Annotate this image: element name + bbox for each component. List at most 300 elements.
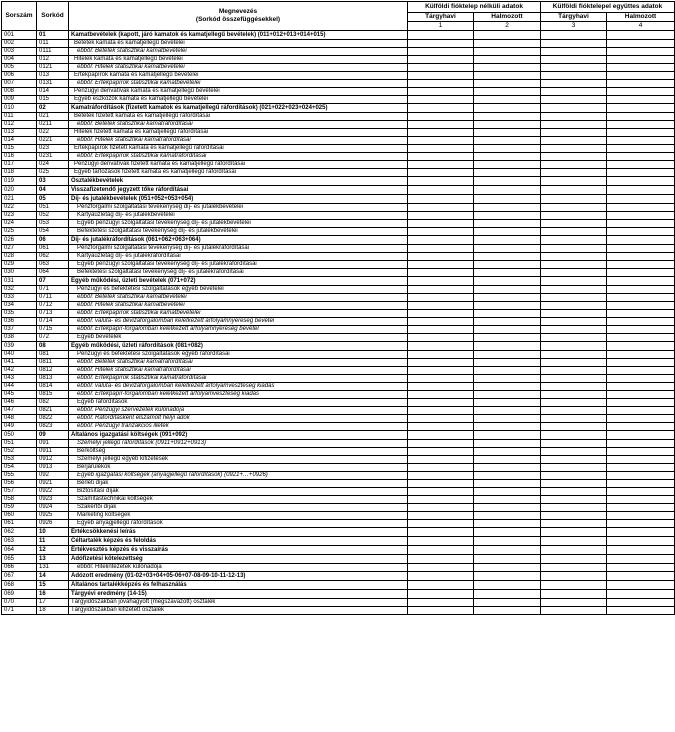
value-cell-targyhavi-1[interactable]: [408, 456, 474, 464]
value-cell-halmozott-4[interactable]: [607, 480, 675, 488]
value-cell-targyhavi-1[interactable]: [408, 318, 474, 326]
value-cell-halmozott-4[interactable]: [607, 383, 675, 391]
value-cell-targyhavi-1[interactable]: [408, 96, 474, 104]
value-cell-targyhavi-1[interactable]: [408, 590, 474, 599]
value-cell-targyhavi-1[interactable]: [408, 342, 474, 351]
value-cell-targyhavi-1[interactable]: [408, 220, 474, 228]
value-cell-targyhavi-1[interactable]: [408, 448, 474, 456]
value-cell-targyhavi-1[interactable]: [408, 599, 474, 607]
value-cell-halmozott-2[interactable]: [474, 294, 541, 302]
value-cell-targyhavi-1[interactable]: [408, 161, 474, 169]
value-cell-targyhavi-3[interactable]: [541, 220, 607, 228]
value-cell-halmozott-2[interactable]: [474, 334, 541, 342]
value-cell-halmozott-4[interactable]: [607, 186, 675, 195]
value-cell-halmozott-2[interactable]: [474, 423, 541, 431]
value-cell-targyhavi-1[interactable]: [408, 80, 474, 88]
value-cell-targyhavi-1[interactable]: [408, 104, 474, 113]
value-cell-halmozott-4[interactable]: [607, 334, 675, 342]
value-cell-targyhavi-1[interactable]: [408, 464, 474, 472]
value-cell-targyhavi-1[interactable]: [408, 113, 474, 121]
value-cell-halmozott-4[interactable]: [607, 407, 675, 415]
value-cell-targyhavi-3[interactable]: [541, 161, 607, 169]
value-cell-targyhavi-3[interactable]: [541, 334, 607, 342]
value-cell-halmozott-4[interactable]: [607, 537, 675, 546]
value-cell-targyhavi-1[interactable]: [408, 236, 474, 245]
value-cell-targyhavi-1[interactable]: [408, 423, 474, 431]
value-cell-targyhavi-3[interactable]: [541, 512, 607, 520]
value-cell-targyhavi-1[interactable]: [408, 169, 474, 177]
row-sorkod: 0211: [37, 121, 69, 129]
value-cell-targyhavi-1[interactable]: [408, 48, 474, 56]
value-cell-halmozott-4[interactable]: [607, 310, 675, 318]
value-cell-targyhavi-1[interactable]: [408, 195, 474, 204]
value-cell-halmozott-2[interactable]: [474, 480, 541, 488]
value-cell-targyhavi-3[interactable]: [541, 546, 607, 555]
value-cell-targyhavi-3[interactable]: [541, 440, 607, 448]
value-cell-targyhavi-3[interactable]: [541, 448, 607, 456]
value-cell-halmozott-4[interactable]: [607, 294, 675, 302]
value-cell-targyhavi-3[interactable]: [541, 480, 607, 488]
value-cell-targyhavi-3[interactable]: [541, 367, 607, 375]
value-cell-targyhavi-3[interactable]: [541, 431, 607, 440]
value-cell-halmozott-4[interactable]: [607, 318, 675, 326]
value-cell-targyhavi-3[interactable]: [541, 169, 607, 177]
value-cell-halmozott-4[interactable]: [607, 145, 675, 153]
value-cell-halmozott-4[interactable]: [607, 464, 675, 472]
value-cell-halmozott-4[interactable]: [607, 590, 675, 599]
value-cell-targyhavi-3[interactable]: [541, 72, 607, 80]
value-cell-targyhavi-3[interactable]: [541, 520, 607, 528]
value-cell-halmozott-2[interactable]: [474, 456, 541, 464]
value-cell-targyhavi-3[interactable]: [541, 504, 607, 512]
value-cell-halmozott-4[interactable]: [607, 399, 675, 407]
value-cell-targyhavi-3[interactable]: [541, 31, 607, 40]
value-cell-targyhavi-3[interactable]: [541, 277, 607, 286]
value-cell-halmozott-2[interactable]: [474, 607, 541, 615]
value-cell-targyhavi-1[interactable]: [408, 40, 474, 48]
value-cell-targyhavi-3[interactable]: [541, 318, 607, 326]
value-cell-targyhavi-1[interactable]: [408, 607, 474, 615]
value-cell-halmozott-2[interactable]: [474, 448, 541, 456]
value-cell-targyhavi-1[interactable]: [408, 228, 474, 236]
value-cell-targyhavi-3[interactable]: [541, 145, 607, 153]
value-cell-halmozott-2[interactable]: [474, 520, 541, 528]
value-cell-halmozott-2[interactable]: [474, 546, 541, 555]
value-cell-targyhavi-3[interactable]: [541, 383, 607, 391]
value-cell-halmozott-4[interactable]: [607, 572, 675, 581]
value-cell-halmozott-2[interactable]: [474, 56, 541, 64]
value-cell-targyhavi-3[interactable]: [541, 472, 607, 480]
table-row: [2, 161, 675, 169]
value-cell-targyhavi-3[interactable]: [541, 590, 607, 599]
value-cell-targyhavi-1[interactable]: [408, 253, 474, 261]
value-cell-targyhavi-3[interactable]: [541, 326, 607, 334]
value-cell-halmozott-4[interactable]: [607, 153, 675, 161]
value-cell-halmozott-4[interactable]: [607, 104, 675, 113]
value-cell-halmozott-4[interactable]: [607, 113, 675, 121]
value-cell-targyhavi-3[interactable]: [541, 80, 607, 88]
value-cell-targyhavi-3[interactable]: [541, 607, 607, 615]
value-cell-targyhavi-3[interactable]: [541, 245, 607, 253]
value-cell-halmozott-2[interactable]: [474, 512, 541, 520]
value-cell-halmozott-4[interactable]: [607, 286, 675, 294]
value-cell-halmozott-2[interactable]: [474, 64, 541, 72]
value-cell-halmozott-4[interactable]: [607, 204, 675, 212]
value-cell-targyhavi-3[interactable]: [541, 572, 607, 581]
value-cell-halmozott-2[interactable]: [474, 137, 541, 145]
value-cell-targyhavi-3[interactable]: [541, 564, 607, 572]
value-cell-halmozott-4[interactable]: [607, 520, 675, 528]
value-cell-targyhavi-1[interactable]: [408, 504, 474, 512]
value-cell-halmozott-4[interactable]: [607, 245, 675, 253]
value-cell-targyhavi-1[interactable]: [408, 367, 474, 375]
value-cell-halmozott-2[interactable]: [474, 40, 541, 48]
value-cell-halmozott-4[interactable]: [607, 195, 675, 204]
value-cell-halmozott-4[interactable]: [607, 269, 675, 277]
row-sorkod: 16: [37, 590, 69, 599]
value-cell-targyhavi-3[interactable]: [541, 40, 607, 48]
value-cell-halmozott-2[interactable]: [474, 342, 541, 351]
value-cell-halmozott-2[interactable]: [474, 302, 541, 310]
value-cell-halmozott-2[interactable]: [474, 228, 541, 236]
value-cell-halmozott-4[interactable]: [607, 137, 675, 145]
value-cell-targyhavi-1[interactable]: [408, 472, 474, 480]
value-cell-targyhavi-1[interactable]: [408, 212, 474, 220]
value-cell-halmozott-4[interactable]: [607, 220, 675, 228]
value-cell-halmozott-4[interactable]: [607, 261, 675, 269]
value-cell-halmozott-2[interactable]: [474, 245, 541, 253]
value-cell-halmozott-4[interactable]: [607, 359, 675, 367]
value-cell-halmozott-2[interactable]: [474, 440, 541, 448]
value-cell-targyhavi-3[interactable]: [541, 286, 607, 294]
value-cell-halmozott-2[interactable]: [474, 391, 541, 399]
value-cell-halmozott-2[interactable]: [474, 326, 541, 334]
value-cell-targyhavi-3[interactable]: [541, 236, 607, 245]
value-cell-halmozott-4[interactable]: [607, 496, 675, 504]
value-cell-halmozott-2[interactable]: [474, 96, 541, 104]
value-cell-targyhavi-1[interactable]: [408, 546, 474, 555]
value-cell-halmozott-4[interactable]: [607, 121, 675, 129]
value-cell-halmozott-2[interactable]: [474, 31, 541, 40]
value-cell-halmozott-2[interactable]: [474, 528, 541, 537]
value-cell-halmozott-2[interactable]: [474, 590, 541, 599]
value-cell-targyhavi-1[interactable]: [408, 480, 474, 488]
value-cell-halmozott-2[interactable]: [474, 383, 541, 391]
value-cell-targyhavi-1[interactable]: [408, 88, 474, 96]
value-cell-targyhavi-3[interactable]: [541, 496, 607, 504]
value-cell-targyhavi-1[interactable]: [408, 512, 474, 520]
value-cell-halmozott-4[interactable]: [607, 342, 675, 351]
value-cell-halmozott-2[interactable]: [474, 399, 541, 407]
value-cell-targyhavi-3[interactable]: [541, 423, 607, 431]
value-cell-targyhavi-1[interactable]: [408, 129, 474, 137]
value-cell-halmozott-4[interactable]: [607, 440, 675, 448]
row-megnevezes: ebből: Hitelek statisztikai kamatbevételei: [69, 64, 408, 72]
value-cell-halmozott-2[interactable]: [474, 177, 541, 186]
value-cell-targyhavi-1[interactable]: [408, 488, 474, 496]
value-cell-halmozott-4[interactable]: [607, 161, 675, 169]
value-cell-targyhavi-1[interactable]: [408, 564, 474, 572]
value-cell-targyhavi-3[interactable]: [541, 351, 607, 359]
value-cell-targyhavi-1[interactable]: [408, 137, 474, 145]
value-cell-halmozott-4[interactable]: [607, 31, 675, 40]
value-cell-targyhavi-3[interactable]: [541, 48, 607, 56]
value-cell-halmozott-2[interactable]: [474, 367, 541, 375]
value-cell-targyhavi-3[interactable]: [541, 407, 607, 415]
value-cell-targyhavi-3[interactable]: [541, 294, 607, 302]
value-cell-targyhavi-3[interactable]: [541, 64, 607, 72]
value-cell-halmozott-4[interactable]: [607, 423, 675, 431]
value-cell-targyhavi-1[interactable]: [408, 294, 474, 302]
value-cell-targyhavi-1[interactable]: [408, 153, 474, 161]
value-cell-halmozott-4[interactable]: [607, 504, 675, 512]
value-cell-targyhavi-1[interactable]: [408, 520, 474, 528]
row-megnevezes: Biztosítási díjak: [69, 488, 408, 496]
value-cell-halmozott-2[interactable]: [474, 415, 541, 423]
value-cell-targyhavi-3[interactable]: [541, 212, 607, 220]
value-cell-halmozott-2[interactable]: [474, 204, 541, 212]
value-cell-halmozott-2[interactable]: [474, 431, 541, 440]
value-cell-targyhavi-1[interactable]: [408, 31, 474, 40]
value-cell-halmozott-2[interactable]: [474, 496, 541, 504]
value-cell-targyhavi-3[interactable]: [541, 153, 607, 161]
value-cell-halmozott-4[interactable]: [607, 169, 675, 177]
value-cell-targyhavi-1[interactable]: [408, 245, 474, 253]
value-cell-halmozott-4[interactable]: [607, 236, 675, 245]
value-cell-halmozott-2[interactable]: [474, 212, 541, 220]
value-cell-halmozott-2[interactable]: [474, 318, 541, 326]
value-cell-targyhavi-3[interactable]: [541, 104, 607, 113]
value-cell-halmozott-2[interactable]: [474, 195, 541, 204]
value-cell-halmozott-4[interactable]: [607, 177, 675, 186]
value-cell-targyhavi-3[interactable]: [541, 228, 607, 236]
value-cell-targyhavi-3[interactable]: [541, 186, 607, 195]
value-cell-targyhavi-3[interactable]: [541, 456, 607, 464]
value-cell-halmozott-2[interactable]: [474, 113, 541, 121]
value-cell-halmozott-4[interactable]: [607, 277, 675, 286]
value-cell-targyhavi-3[interactable]: [541, 269, 607, 277]
value-cell-targyhavi-3[interactable]: [541, 528, 607, 537]
value-cell-targyhavi-3[interactable]: [541, 537, 607, 546]
row-sorkod: 052: [37, 212, 69, 220]
value-cell-halmozott-2[interactable]: [474, 555, 541, 564]
value-cell-halmozott-4[interactable]: [607, 56, 675, 64]
value-cell-targyhavi-1[interactable]: [408, 277, 474, 286]
value-cell-halmozott-4[interactable]: [607, 528, 675, 537]
value-cell-targyhavi-3[interactable]: [541, 342, 607, 351]
value-cell-halmozott-4[interactable]: [607, 375, 675, 383]
value-cell-halmozott-4[interactable]: [607, 488, 675, 496]
row-megnevezes: ebből: Értékpapírok statisztikai kamatráfordításai: [69, 153, 408, 161]
value-cell-halmozott-2[interactable]: [474, 186, 541, 195]
value-cell-targyhavi-1[interactable]: [408, 326, 474, 334]
value-cell-targyhavi-1[interactable]: [408, 375, 474, 383]
value-cell-halmozott-2[interactable]: [474, 572, 541, 581]
value-cell-halmozott-2[interactable]: [474, 537, 541, 546]
value-cell-targyhavi-1[interactable]: [408, 572, 474, 581]
value-cell-targyhavi-3[interactable]: [541, 302, 607, 310]
value-cell-targyhavi-3[interactable]: [541, 391, 607, 399]
value-cell-targyhavi-3[interactable]: [541, 177, 607, 186]
value-cell-halmozott-4[interactable]: [607, 48, 675, 56]
value-cell-halmozott-4[interactable]: [607, 96, 675, 104]
value-cell-targyhavi-1[interactable]: [408, 186, 474, 195]
value-cell-targyhavi-1[interactable]: [408, 383, 474, 391]
value-cell-halmozott-2[interactable]: [474, 104, 541, 113]
value-cell-halmozott-2[interactable]: [474, 504, 541, 512]
value-cell-targyhavi-1[interactable]: [408, 555, 474, 564]
value-cell-targyhavi-1[interactable]: [408, 302, 474, 310]
col-header-targyhavi-1: Tárgyhavi: [408, 13, 474, 22]
value-cell-targyhavi-1[interactable]: [408, 528, 474, 537]
value-cell-targyhavi-1[interactable]: [408, 351, 474, 359]
value-cell-targyhavi-3[interactable]: [541, 310, 607, 318]
value-cell-halmozott-4[interactable]: [607, 129, 675, 137]
value-cell-targyhavi-1[interactable]: [408, 286, 474, 294]
value-cell-halmozott-2[interactable]: [474, 599, 541, 607]
value-cell-halmozott-2[interactable]: [474, 407, 541, 415]
value-cell-targyhavi-3[interactable]: [541, 56, 607, 64]
value-cell-targyhavi-3[interactable]: [541, 121, 607, 129]
value-cell-halmozott-2[interactable]: [474, 220, 541, 228]
value-cell-targyhavi-3[interactable]: [541, 195, 607, 204]
value-cell-targyhavi-1[interactable]: [408, 121, 474, 129]
value-cell-targyhavi-1[interactable]: [408, 204, 474, 212]
value-cell-targyhavi-1[interactable]: [408, 391, 474, 399]
value-cell-targyhavi-3[interactable]: [541, 261, 607, 269]
table-row: [2, 294, 675, 302]
row-sorszam: 023: [2, 212, 37, 220]
value-cell-halmozott-2[interactable]: [474, 129, 541, 137]
value-cell-halmozott-4[interactable]: [607, 456, 675, 464]
value-cell-halmozott-4[interactable]: [607, 581, 675, 590]
row-sorszam: 021: [2, 195, 37, 204]
value-cell-halmozott-2[interactable]: [474, 145, 541, 153]
value-cell-halmozott-4[interactable]: [607, 431, 675, 440]
value-cell-halmozott-4[interactable]: [607, 212, 675, 220]
value-cell-halmozott-4[interactable]: [607, 607, 675, 615]
value-cell-targyhavi-3[interactable]: [541, 204, 607, 212]
value-cell-targyhavi-3[interactable]: [541, 375, 607, 383]
value-cell-targyhavi-1[interactable]: [408, 581, 474, 590]
value-cell-halmozott-4[interactable]: [607, 599, 675, 607]
value-cell-halmozott-2[interactable]: [474, 277, 541, 286]
value-cell-halmozott-4[interactable]: [607, 40, 675, 48]
value-cell-halmozott-2[interactable]: [474, 488, 541, 496]
value-cell-halmozott-4[interactable]: [607, 88, 675, 96]
value-cell-targyhavi-3[interactable]: [541, 488, 607, 496]
value-cell-targyhavi-1[interactable]: [408, 334, 474, 342]
value-cell-halmozott-4[interactable]: [607, 72, 675, 80]
value-cell-targyhavi-1[interactable]: [408, 359, 474, 367]
value-cell-halmozott-4[interactable]: [607, 555, 675, 564]
value-cell-halmozott-4[interactable]: [607, 326, 675, 334]
value-cell-targyhavi-1[interactable]: [408, 415, 474, 423]
value-cell-halmozott-4[interactable]: [607, 302, 675, 310]
value-cell-halmozott-4[interactable]: [607, 546, 675, 555]
value-cell-targyhavi-3[interactable]: [541, 599, 607, 607]
value-cell-halmozott-4[interactable]: [607, 80, 675, 88]
value-cell-targyhavi-1[interactable]: [408, 431, 474, 440]
value-cell-halmozott-2[interactable]: [474, 351, 541, 359]
value-cell-targyhavi-3[interactable]: [541, 555, 607, 564]
value-cell-halmozott-4[interactable]: [607, 391, 675, 399]
value-cell-targyhavi-1[interactable]: [408, 56, 474, 64]
value-cell-halmozott-2[interactable]: [474, 464, 541, 472]
value-cell-targyhavi-1[interactable]: [408, 177, 474, 186]
value-cell-halmozott-2[interactable]: [474, 269, 541, 277]
value-cell-halmozott-4[interactable]: [607, 367, 675, 375]
value-cell-halmozott-2[interactable]: [474, 310, 541, 318]
value-cell-targyhavi-1[interactable]: [408, 440, 474, 448]
col-header-halmozott-2: Halmozott: [474, 13, 541, 22]
value-cell-halmozott-2[interactable]: [474, 472, 541, 480]
value-cell-targyhavi-1[interactable]: [408, 72, 474, 80]
value-cell-targyhavi-3[interactable]: [541, 253, 607, 261]
value-cell-halmozott-2[interactable]: [474, 236, 541, 245]
value-cell-halmozott-2[interactable]: [474, 121, 541, 129]
value-cell-halmozott-4[interactable]: [607, 564, 675, 572]
value-cell-halmozott-4[interactable]: [607, 448, 675, 456]
value-cell-targyhavi-1[interactable]: [408, 407, 474, 415]
value-cell-targyhavi-1[interactable]: [408, 537, 474, 546]
value-cell-targyhavi-3[interactable]: [541, 96, 607, 104]
value-cell-targyhavi-1[interactable]: [408, 399, 474, 407]
value-cell-halmozott-2[interactable]: [474, 161, 541, 169]
value-cell-halmozott-4[interactable]: [607, 351, 675, 359]
value-cell-halmozott-2[interactable]: [474, 581, 541, 590]
value-cell-targyhavi-3[interactable]: [541, 464, 607, 472]
value-cell-halmozott-2[interactable]: [474, 359, 541, 367]
value-cell-targyhavi-1[interactable]: [408, 310, 474, 318]
value-cell-halmozott-4[interactable]: [607, 253, 675, 261]
value-cell-targyhavi-1[interactable]: [408, 64, 474, 72]
value-cell-halmozott-2[interactable]: [474, 375, 541, 383]
row-sorkod: 082: [37, 399, 69, 407]
row-megnevezes: Egyéb igazgatási költségek (anyagjellegű ráfordítások) (0921+…+0926): [69, 472, 408, 480]
value-cell-halmozott-4[interactable]: [607, 64, 675, 72]
value-cell-targyhavi-3[interactable]: [541, 113, 607, 121]
value-cell-targyhavi-3[interactable]: [541, 88, 607, 96]
value-cell-targyhavi-1[interactable]: [408, 261, 474, 269]
value-cell-targyhavi-1[interactable]: [408, 269, 474, 277]
value-cell-targyhavi-3[interactable]: [541, 581, 607, 590]
value-cell-halmozott-2[interactable]: [474, 261, 541, 269]
value-cell-halmozott-2[interactable]: [474, 48, 541, 56]
value-cell-halmozott-4[interactable]: [607, 415, 675, 423]
value-cell-halmozott-2[interactable]: [474, 88, 541, 96]
value-cell-halmozott-4[interactable]: [607, 472, 675, 480]
value-cell-targyhavi-1[interactable]: [408, 145, 474, 153]
value-cell-halmozott-2[interactable]: [474, 286, 541, 294]
value-cell-halmozott-2[interactable]: [474, 153, 541, 161]
value-cell-targyhavi-3[interactable]: [541, 137, 607, 145]
value-cell-targyhavi-3[interactable]: [541, 399, 607, 407]
value-cell-halmozott-2[interactable]: [474, 169, 541, 177]
value-cell-halmozott-2[interactable]: [474, 253, 541, 261]
value-cell-targyhavi-1[interactable]: [408, 496, 474, 504]
value-cell-halmozott-2[interactable]: [474, 564, 541, 572]
value-cell-targyhavi-3[interactable]: [541, 359, 607, 367]
value-cell-targyhavi-3[interactable]: [541, 129, 607, 137]
row-megnevezes: Értékvesztés képzés és visszaírás: [69, 546, 408, 555]
value-cell-halmozott-2[interactable]: [474, 80, 541, 88]
value-cell-halmozott-4[interactable]: [607, 228, 675, 236]
value-cell-targyhavi-3[interactable]: [541, 415, 607, 423]
value-cell-halmozott-2[interactable]: [474, 72, 541, 80]
value-cell-halmozott-4[interactable]: [607, 512, 675, 520]
row-megnevezes: Visszafizetendő jegyzett tőke ráfordításai: [69, 186, 408, 195]
